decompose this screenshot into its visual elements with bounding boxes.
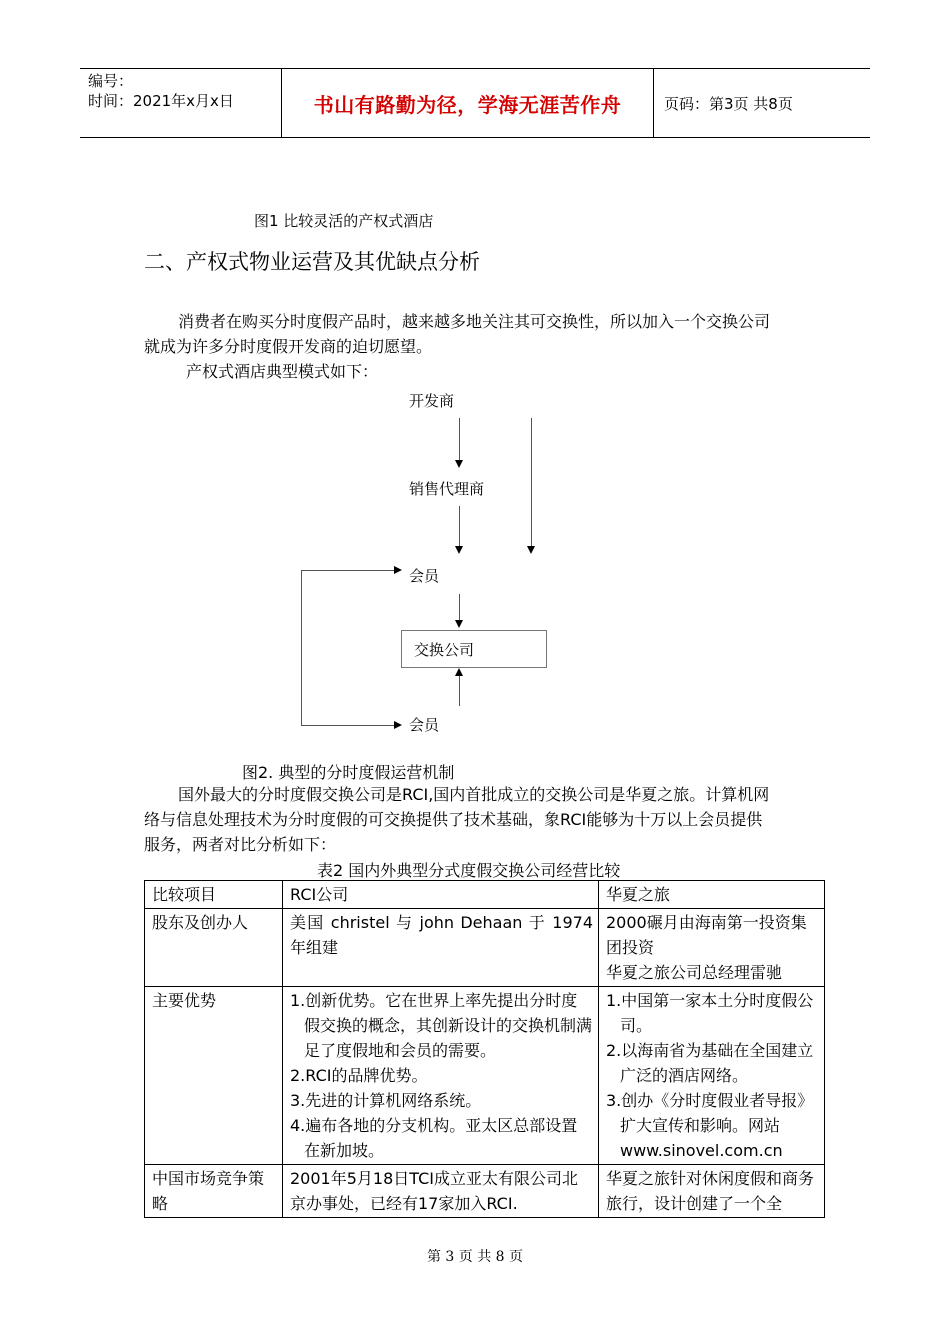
row-label: 主要优势	[145, 987, 283, 1165]
header-cell: 比较项目	[145, 881, 283, 909]
list-item: 1.中国第一家本土分时度假公司。	[606, 991, 814, 1035]
row-label: 中国市场竞争策略	[145, 1165, 283, 1218]
node-developer: 开发商	[409, 392, 455, 410]
table-row	[145, 1165, 825, 1218]
section-heading: 二、产权式物业运营及其优缺点分析	[144, 250, 480, 274]
list-item: 2.以海南省为基础在全国建立广泛的酒店网络。	[606, 1041, 814, 1085]
table-caption: 表2 国内外典型分式度假交换公司经营比较	[317, 861, 621, 880]
arrow-down-icon	[455, 460, 463, 468]
node-member-top: 会员	[409, 567, 440, 585]
connector-line	[459, 594, 460, 620]
header-cell: 华夏之旅	[599, 881, 825, 909]
paragraph-3-line-1: 国外最大的分时度假交换公司是RCI,国内首批成立的交换公司是华夏之旅。计算机网	[178, 785, 770, 804]
rci-cell	[283, 987, 599, 1165]
connector-line	[459, 676, 460, 706]
arrow-right-icon	[394, 721, 402, 729]
huaxia-cell: 华夏之旅针对休闲度假和商务旅行，设计创建了一个全	[599, 1165, 825, 1218]
connector-line	[459, 418, 460, 460]
huaxia-cell	[599, 909, 825, 987]
list-item: 3.创办《分时度假业者导报》扩大宣传和影响。网站www.sinovel.com.cn	[606, 1091, 814, 1160]
connector-line	[301, 570, 302, 726]
cell-text: 美国 christel 与 john Dehaan 于 1974年组建	[290, 913, 593, 957]
page-info: 页码：第3页 共8页	[664, 95, 793, 113]
rci-cell: 2001年5月18日TCI成立亚太有限公司北京办事处，已经有17家加入RCI.	[283, 1165, 599, 1218]
cell-text: 华夏之旅公司总经理雷驰	[606, 963, 783, 982]
paragraph-1-line-2: 就成为许多分时度假开发商的迫切愿望。	[144, 337, 433, 356]
table-header-row	[145, 881, 825, 909]
rci-cell	[283, 909, 599, 987]
arrow-down-icon	[527, 546, 535, 554]
paragraph-3-line-3: 服务，两者对比分析如下：	[144, 835, 337, 854]
page-footer: 第 3 页 共 8 页	[426, 1249, 524, 1265]
arrow-down-icon	[455, 546, 463, 554]
figure1-caption: 图1 比较灵活的产权式酒店	[254, 212, 434, 230]
time-label: 时间：2021年x月x日	[88, 92, 234, 110]
node-sales-agent: 销售代理商	[409, 480, 485, 498]
connector-line	[301, 570, 394, 571]
arrow-right-icon	[394, 566, 402, 574]
table-row	[145, 909, 825, 987]
connector-line	[531, 418, 532, 546]
table-row	[145, 987, 825, 1165]
connector-line	[459, 506, 460, 546]
cell-text: 2000碾月由海南第一投资集团投资	[606, 913, 807, 957]
paragraph-1-line-1: 消费者在购买分时度假产品时，越来越多地关注其可交换性，所以加入一个交换公司	[178, 312, 771, 331]
row-label: 股东及创办人	[145, 909, 283, 987]
header-meta	[88, 71, 234, 111]
list-item: 2.RCI的品牌优势。	[290, 1066, 428, 1085]
paragraph-2: 产权式酒店典型模式如下：	[186, 362, 379, 381]
number-label: 编号：	[88, 72, 134, 90]
list-item: 4.遍布各地的分支机构。亚太区总部设置在新加坡。	[290, 1116, 578, 1160]
header-cell: RCI公司	[283, 881, 599, 909]
connector-line	[301, 725, 394, 726]
figure2-caption: 图2. 典型的分时度假运营机制	[242, 763, 455, 782]
node-exchange-company: 交换公司	[414, 641, 475, 659]
arrow-up-icon	[455, 668, 463, 676]
page-header	[80, 68, 870, 138]
list-item: 1.创新优势。它在世界上率先提出分时度假交换的概念，其创新设计的交换机制满足了度假地和会员的需要。	[290, 991, 593, 1060]
motto: 书山有路勤为径，学海无涯苦作舟	[281, 69, 654, 137]
node-member-bottom: 会员	[409, 716, 440, 734]
list-item: 3.先进的计算机网络系统。	[290, 1091, 482, 1110]
paragraph-3-line-2: 络与信息处理技术为分时度假的可交换提供了技术基础，象RCI能够为十万以上会员提供	[144, 810, 763, 829]
arrow-down-icon	[455, 620, 463, 628]
huaxia-cell	[599, 987, 825, 1165]
comparison-table	[144, 880, 825, 1218]
